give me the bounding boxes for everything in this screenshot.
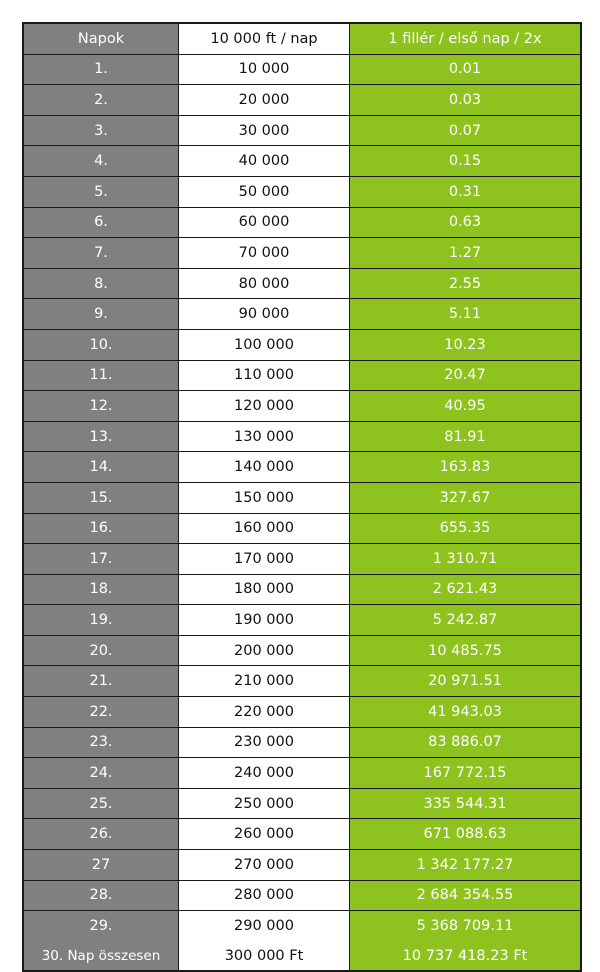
day-cell: 13.	[24, 422, 179, 452]
day-cell: 28.	[24, 881, 179, 911]
table-row	[24, 604, 580, 635]
linear-cell: 230 000	[179, 728, 350, 758]
linear-cell: 130 000	[179, 422, 350, 452]
day-cell: 4.	[24, 146, 179, 176]
doubling-cell: 0.07	[350, 116, 580, 146]
table-row	[24, 880, 580, 911]
table-row	[24, 298, 580, 329]
header-days: Napok	[24, 24, 179, 54]
total-doubling: 10 737 418.23 Ft	[350, 941, 580, 971]
doubling-cell: 0.31	[350, 177, 580, 207]
table-row	[24, 421, 580, 452]
table-body	[24, 54, 580, 941]
doubling-cell: 20 971.51	[350, 666, 580, 696]
table-row	[24, 207, 580, 238]
doubling-cell: 335 544.31	[350, 789, 580, 819]
doubling-cell: 163.83	[350, 452, 580, 482]
day-cell: 15.	[24, 483, 179, 513]
table-row	[24, 574, 580, 605]
linear-cell: 250 000	[179, 789, 350, 819]
day-cell: 12.	[24, 391, 179, 421]
table-row	[24, 757, 580, 788]
doubling-cell: 5 368 709.11	[350, 911, 580, 941]
day-cell: 9.	[24, 299, 179, 329]
header-linear: 10 000 ft / nap	[179, 24, 350, 54]
table-row	[24, 849, 580, 880]
doubling-cell: 2.55	[350, 269, 580, 299]
day-cell: 25.	[24, 789, 179, 819]
linear-cell: 200 000	[179, 636, 350, 666]
linear-cell: 120 000	[179, 391, 350, 421]
doubling-cell: 20.47	[350, 361, 580, 391]
doubling-cell: 167 772.15	[350, 758, 580, 788]
linear-cell: 10 000	[179, 55, 350, 85]
linear-cell: 70 000	[179, 238, 350, 268]
day-cell: 17.	[24, 544, 179, 574]
doubling-cell: 10 485.75	[350, 636, 580, 666]
day-cell: 16.	[24, 514, 179, 544]
doubling-cell: 0.15	[350, 146, 580, 176]
table-row	[24, 115, 580, 146]
day-cell: 23.	[24, 728, 179, 758]
table-row	[24, 788, 580, 819]
linear-cell: 110 000	[179, 361, 350, 391]
doubling-cell: 1 342 177.27	[350, 850, 580, 880]
day-cell: 18.	[24, 575, 179, 605]
doubling-cell: 5 242.87	[350, 605, 580, 635]
linear-cell: 260 000	[179, 819, 350, 849]
table-header-row	[24, 24, 580, 54]
doubling-cell: 40.95	[350, 391, 580, 421]
day-cell: 26.	[24, 819, 179, 849]
table-total-row	[24, 941, 580, 971]
doubling-cell: 1.27	[350, 238, 580, 268]
doubling-cell: 41 943.03	[350, 697, 580, 727]
day-cell: 24.	[24, 758, 179, 788]
day-cell: 21.	[24, 666, 179, 696]
day-cell: 19.	[24, 605, 179, 635]
table-row	[24, 360, 580, 391]
table-row	[24, 818, 580, 849]
day-cell: 29.	[24, 911, 179, 941]
linear-cell: 170 000	[179, 544, 350, 574]
total-linear: 300 000 Ft	[179, 941, 350, 971]
doubling-cell: 671 088.63	[350, 819, 580, 849]
linear-cell: 190 000	[179, 605, 350, 635]
linear-cell: 140 000	[179, 452, 350, 482]
linear-cell: 180 000	[179, 575, 350, 605]
linear-cell: 80 000	[179, 269, 350, 299]
linear-cell: 280 000	[179, 881, 350, 911]
table-row	[24, 176, 580, 207]
day-cell: 10.	[24, 330, 179, 360]
table-row	[24, 145, 580, 176]
linear-cell: 20 000	[179, 85, 350, 115]
day-cell: 20.	[24, 636, 179, 666]
doubling-cell: 81.91	[350, 422, 580, 452]
doubling-cell: 0.63	[350, 208, 580, 238]
doubling-cell: 2 684 354.55	[350, 881, 580, 911]
linear-cell: 90 000	[179, 299, 350, 329]
table-row	[24, 84, 580, 115]
linear-cell: 160 000	[179, 514, 350, 544]
linear-cell: 220 000	[179, 697, 350, 727]
linear-cell: 290 000	[179, 911, 350, 941]
day-cell: 7.	[24, 238, 179, 268]
day-cell: 22.	[24, 697, 179, 727]
linear-cell: 100 000	[179, 330, 350, 360]
day-cell: 1.	[24, 55, 179, 85]
doubling-cell: 2 621.43	[350, 575, 580, 605]
linear-cell: 240 000	[179, 758, 350, 788]
table-row	[24, 513, 580, 544]
table-row	[24, 268, 580, 299]
doubling-cell: 83 886.07	[350, 728, 580, 758]
total-day-label: 30. Nap összesen	[24, 941, 179, 971]
doubling-cell: 0.03	[350, 85, 580, 115]
table-row	[24, 543, 580, 574]
doubling-cell: 0.01	[350, 55, 580, 85]
table-row	[24, 451, 580, 482]
doubling-cell: 10.23	[350, 330, 580, 360]
day-cell: 2.	[24, 85, 179, 115]
day-cell: 11.	[24, 361, 179, 391]
day-cell: 14.	[24, 452, 179, 482]
linear-cell: 150 000	[179, 483, 350, 513]
linear-cell: 210 000	[179, 666, 350, 696]
day-cell: 3.	[24, 116, 179, 146]
linear-cell: 60 000	[179, 208, 350, 238]
table-row	[24, 329, 580, 360]
doubling-cell: 327.67	[350, 483, 580, 513]
table-row	[24, 390, 580, 421]
day-cell: 27	[24, 850, 179, 880]
day-cell: 6.	[24, 208, 179, 238]
day-cell: 5.	[24, 177, 179, 207]
linear-cell: 270 000	[179, 850, 350, 880]
table-row	[24, 54, 580, 85]
comparison-table	[22, 22, 582, 972]
table-row	[24, 727, 580, 758]
table-row	[24, 696, 580, 727]
linear-cell: 30 000	[179, 116, 350, 146]
day-cell: 8.	[24, 269, 179, 299]
header-doubling: 1 fillér / első nap / 2x	[350, 24, 580, 54]
table-row	[24, 665, 580, 696]
doubling-cell: 655.35	[350, 514, 580, 544]
table-row	[24, 910, 580, 941]
table-row	[24, 635, 580, 666]
doubling-cell: 1 310.71	[350, 544, 580, 574]
table-row	[24, 482, 580, 513]
linear-cell: 40 000	[179, 146, 350, 176]
linear-cell: 50 000	[179, 177, 350, 207]
doubling-cell: 5.11	[350, 299, 580, 329]
table-row	[24, 237, 580, 268]
